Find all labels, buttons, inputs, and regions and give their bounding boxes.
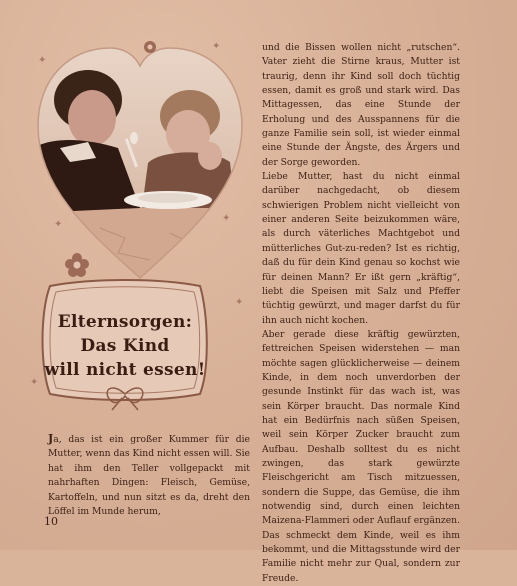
- title-line: will nicht essen!: [44, 360, 206, 380]
- paragraph: Liebe Mutter, hast du nicht einmal darüber nachgedacht, ob diesem schwierigen Problem nicht vielleicht von einer anderen Seite beizukommen wäre, als durch väterliches Machtgebot und mütterliches Gut-zu-reden? Ist es richtig, daß du für dein Kind genau so kochst wie für deinen Mann? Er ißt gern „kräftig“, liebt die Speisen mit Salz und Pfeffer tüchtig gewürzt, und mager darfst du für ihn auch nicht kochen.: [262, 171, 460, 326]
- heart-photo: [30, 38, 250, 288]
- title-frame: [32, 272, 218, 412]
- right-column-text: [262, 41, 460, 586]
- drop-cap: J: [48, 432, 54, 445]
- paragraph: Aber gerade diese kräftig gewürzten, fettreichen Speisen widerstehen — man möchte sagen glücklicherweise — deinem Kinde, in dem noch unverdorben der gesunde Instinkt für das wach ist, was sein Körper braucht. Das normale Kind hat ein Bedürfnis nach süßen Speisen, weil sein Körper Zucker braucht zum Aufbau. Deshalb solltest du es nicht zwingen, das stark gewürzte Fleischgericht am Tisch mitzuessen, sondern die Suppe, das Gemüse, die ihm notwendig sind, durch einen leichten Maizena-Flammeri oder Auflauf ergänzen. Das schmeckt dem Kinde, weil es ihm bekommt, und die Mittagsstunde wird der Familie nicht mehr zur Qual, sondern zur Freude.: [262, 328, 460, 584]
- star-icon: ✦: [222, 213, 231, 224]
- heart-illustration: [30, 38, 250, 288]
- star-icon: ✦: [38, 55, 47, 66]
- star-icon: ✦: [54, 219, 63, 230]
- star-icon: ✦: [30, 377, 39, 388]
- paragraph: a, das ist ein großer Kummer für die Mutter, wenn das Kind nicht essen will. Sie hat ihm den Teller vollgepackt mit nahrhaften Dingen: Fleisch, Gemüse, Kartoffeln, und nun sitzt es da, dreht den Löffel im Munde herum,: [48, 434, 250, 518]
- article-title: [42, 310, 208, 382]
- title-line: Das Kind: [80, 336, 170, 356]
- title-line: Elternsorgen:: [57, 312, 193, 332]
- flower-icon: [142, 39, 158, 55]
- star-icon: ✦: [212, 41, 221, 52]
- page-number: 10: [44, 515, 58, 528]
- star-icon: ✦: [235, 297, 244, 308]
- left-column-text: [48, 432, 250, 519]
- paragraph: und die Bissen wollen nicht „rutschen“. Vater zieht die Stirne kraus, Mutter ist traurig, denn ihr Kind soll doch tüchtig essen, damit es groß und stark wird. Das Mittagessen, das eine Stunde der Erholung und des Ausspannens für die ganze Familie sein soll, ist wieder einmal eine Stunde der Ängste, des Ärgers und der Sorge geworden.: [262, 42, 460, 168]
